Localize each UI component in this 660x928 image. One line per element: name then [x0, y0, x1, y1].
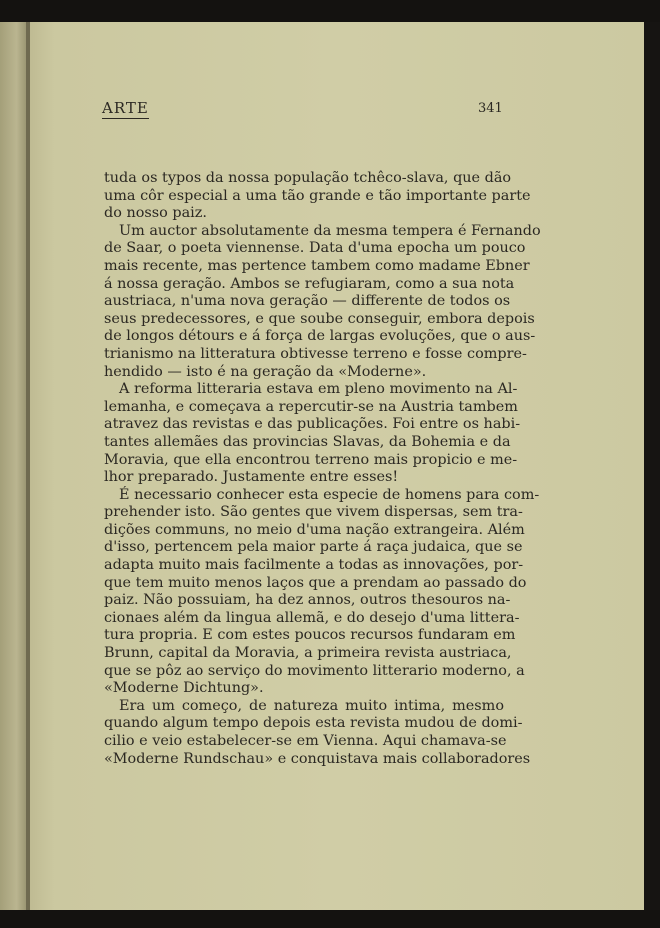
- text-line: seus predecessores, e que soube conseguir, embora depois: [104, 310, 535, 327]
- text-line: do nosso paiz.: [104, 205, 207, 222]
- text-line: lhor preparado. Justamente entre esses!: [104, 469, 399, 486]
- text-line: Era um começo, de natureza muito intima, mesmo: [119, 697, 504, 714]
- text-line: Moravia, que ella encontrou terreno mais propicio e me-: [104, 451, 518, 468]
- scan-top-border: [0, 0, 660, 22]
- text-line: É necessario conhecer esta especie de homens para com-: [119, 486, 540, 503]
- text-line: tantes allemães das provincias Slavas, da Bohemia e da: [104, 433, 511, 450]
- text-line: que tem muito menos laços que a prendam ao passado do: [104, 574, 527, 591]
- text-line: uma côr especial a uma tão grande e tão importante parte: [104, 187, 531, 204]
- text-line: tuda os typos da nossa população tchêco-slava, que dão: [104, 170, 512, 186]
- text-line: quando algum tempo depois esta revista mudou de domi-: [104, 715, 523, 732]
- text-line: cionaes além da lingua allemã, e do desejo d'uma littera-: [104, 609, 520, 626]
- text-line: Um auctor absolutamente da mesma tempera é Fernando: [119, 222, 541, 239]
- text-line: dições communs, no meio d'uma nação extrangeira. Além: [104, 521, 525, 538]
- text-line: de longos détours e á força de largas evoluções, que o aus-: [104, 328, 536, 345]
- text-line: paiz. Não possuiam, ha dez annos, outros thesouros na-: [104, 592, 511, 609]
- text-line: hendido — isto é na geração da «Moderne».: [104, 363, 427, 380]
- text-line: austriaca, n'uma nova geração — differente de todos os: [104, 293, 511, 310]
- text-line: á nossa geração. Ambos se refugiaram, como a sua nota: [104, 275, 515, 292]
- book-page: [30, 22, 644, 910]
- text-line: A reforma litteraria estava em pleno movimento na Al-: [119, 381, 518, 398]
- text-line: Brunn, capital da Moravia, a primeira revista austriaca,: [104, 645, 512, 662]
- text-line: atravez das revistas e das publicações. Foi entre os habi-: [104, 416, 521, 433]
- page-number: 341: [478, 101, 503, 116]
- text-line: lemanha, e começava a repercutir-se na Austria tambem: [104, 398, 518, 415]
- text-line: «Moderne Rundschau» e conquistava mais collaboradores: [104, 750, 531, 767]
- text-line: de Saar, o poeta viennense. Data d'uma epocha um pouco: [104, 240, 526, 257]
- scan-bottom-border: [0, 910, 660, 928]
- text-line: trianismo na litteratura obtivesse terreno e fosse compre-: [104, 345, 527, 362]
- text-line: cilio e veio estabelecer-se em Vienna. Aqui chamava-se: [104, 733, 507, 749]
- body-text: [104, 170, 541, 768]
- text-line: d'isso, pertencem pela maior parte á raça judaica, que se: [104, 539, 523, 556]
- text-line: tura propria. E com estes poucos recursos fundaram em: [104, 627, 516, 644]
- text-line: prehender isto. São gentes que vivem dispersas, sem tra-: [104, 504, 523, 521]
- text-line: mais recente, mas pertence tambem como madame Ebner: [104, 257, 530, 274]
- text-line: adapta muito mais facilmente a todas as innovações, por-: [104, 557, 524, 574]
- text-line: que se pôz ao serviço do movimento litterario moderno, a: [104, 662, 525, 679]
- text-line: «Moderne Dichtung».: [104, 680, 264, 697]
- running-head-section: ARTE: [102, 99, 149, 117]
